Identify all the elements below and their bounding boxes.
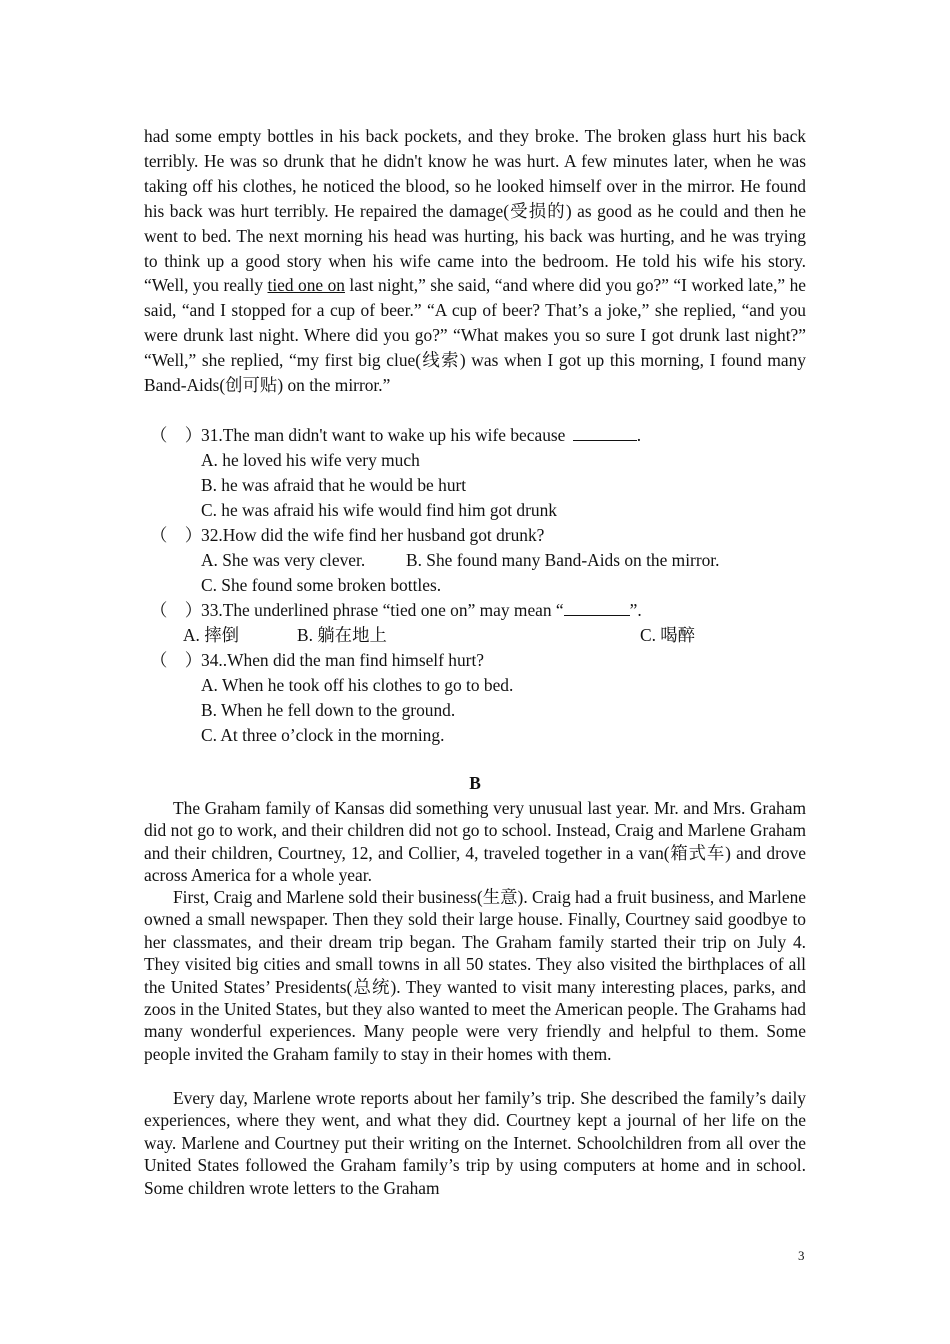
question-31-option-b: B. he was afraid that he would be hurt bbox=[201, 475, 467, 495]
passage-a-text-2: last night,” she said, “and where did you go?” “I worked late,” he said, “and I stopped for a cup of beer.” “A cup of beer? That’s a joke,” she replied, “and you were drunk last night. Where did you go?” “What makes you so sure I got drunk last night?” “Well,” she replied, “my first big clue(线索) was when I got up this morning, I found many Band-Aids(创可贴) on the mirror.” bbox=[144, 275, 807, 396]
fill-blank-31 bbox=[573, 423, 637, 441]
passage-a-text-1: had some empty bottles in his back pockets, and they broke. The broken glass hurt his back terribly. He was so drunk that he didn't know he was hurt. A few minutes later, when he was taking off his clothes, he noticed the blood, so he looked himself over in the mirror. He found his back was hurt terribly. He repaired the damage(受损的) as good as he could and then he went to bed. The next morning his head was hurting, his back was hurting, and he was trying to think up a good story when his wife came into the bedroom. He told his wife his story. “Well, you really bbox=[144, 126, 806, 296]
answer-bracket-32[interactable]: （ ） bbox=[150, 525, 203, 545]
question-31-option-a: A. he loved his wife very much bbox=[201, 450, 420, 470]
fill-blank-33 bbox=[564, 598, 630, 616]
passage-b-paragraph-3: Every day, Marlene wrote reports about her family’s trip. She described the family’s daily experiences, where they went, and what they did. Courtney kept a journal of her life on the way. Marlene and Courtney put their writing on the Internet. Schoolchildren from all over the United States followed the Graham family’s trip by using computers at home and in school. Some children wrote letters to the Graham bbox=[144, 1088, 806, 1198]
question-33-option-b: B. 躺在地上 bbox=[297, 625, 387, 645]
page-number: 3 bbox=[798, 1248, 805, 1263]
question-32-option-b: B. She found many Band-Aids on the mirror. bbox=[406, 550, 720, 570]
passage-a-paragraph bbox=[144, 124, 806, 398]
answer-bracket-34[interactable]: （ ） bbox=[150, 650, 203, 670]
question-33-text-end: ”. bbox=[629, 600, 642, 620]
question-33-option-c: C. 喝醉 bbox=[640, 625, 696, 645]
question-33-text-start: 33.The underlined phrase “tied one on” may mean “ bbox=[201, 600, 564, 620]
question-31-text: 31.The man didn't want to wake up his wife because bbox=[201, 425, 570, 445]
question-34-option-c: C. At three o’clock in the morning. bbox=[201, 725, 445, 745]
underlined-phrase: tied one on bbox=[267, 275, 345, 296]
question-31-option-c: C. he was afraid his wife would find him got drunk bbox=[201, 500, 557, 520]
question-34-option-b: B. When he fell down to the ground. bbox=[201, 700, 456, 720]
question-32-stem: 32.How did the wife find her husband got drunk? bbox=[201, 525, 545, 545]
question-34-stem: 34..When did the man find himself hurt? bbox=[201, 650, 485, 670]
answer-bracket-31[interactable]: （ ） bbox=[150, 425, 203, 445]
answer-bracket-33[interactable]: （ ） bbox=[150, 600, 203, 620]
section-b-title: B bbox=[469, 773, 481, 793]
question-33-option-a: A. 摔倒 bbox=[183, 625, 240, 645]
question-34-option-a: A. When he took off his clothes to go to bed. bbox=[201, 675, 514, 695]
question-32-option-c: C. She found some broken bottles. bbox=[201, 575, 442, 595]
question-33-stem bbox=[201, 598, 642, 623]
question-31-end: . bbox=[636, 425, 642, 445]
question-32-option-a: A. She was very clever. bbox=[201, 550, 366, 570]
passage-b-paragraph-1: The Graham family of Kansas did something very unusual last year. Mr. and Mrs. Graham did not go to work, and their children did not go to school. Instead, Craig and Marlene Graham and their children, Courtney, 12, and Collier, 4, traveled together in a van(箱式车) and drove across America for a whole year. bbox=[144, 798, 806, 886]
passage-b-paragraph-2: First, Craig and Marlene sold their business(生意). Craig had a fruit business, and Marlene owned a small newspaper. Then they sold their large house. Finally, Courtney said goodbye to her classmates, and their dream trip began. The Graham family started their trip on July 4. They visited big cities and small towns in all 50 states. They also visited the birthplaces of all the United States’ Presidents(总统). They wanted to visit many interesting places, parks, and zoos in the United States, but they also wanted to meet the American people. The Grahams had many wonderful experiences. Many people were very friendly and helpful to them. Some people invited the Graham family to stay in their homes with them. bbox=[144, 887, 806, 1064]
question-31-stem bbox=[201, 423, 641, 448]
